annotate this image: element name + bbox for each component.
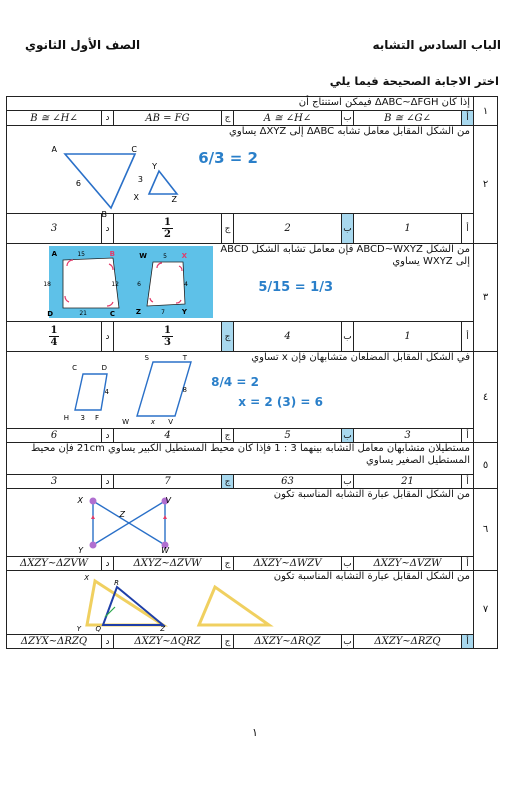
question-1-stem-row <box>7 97 498 111</box>
option-b[interactable]: 5 <box>234 429 342 443</box>
question-5-options-row <box>7 475 498 489</box>
svg-text:6: 6 <box>137 281 141 288</box>
option-d-letter[interactable]: د <box>102 635 114 649</box>
option-c-letter[interactable]: ج <box>222 475 234 489</box>
option-a-letter[interactable]: أ <box>462 475 474 489</box>
option-c-letter[interactable]: ج <box>222 635 234 649</box>
option-a[interactable]: 21 <box>354 475 462 489</box>
option-d[interactable]: ΔZYX~ΔRZQ <box>7 635 102 649</box>
option-c-letter[interactable]: ج <box>222 557 234 571</box>
option-c[interactable]: $\frac{1}{3}$ <box>114 322 222 352</box>
question-stem: إذا كان ΔABC~ΔFGH فيمكن استنتاج أن <box>7 97 474 111</box>
question-5-stem-row <box>7 443 498 475</box>
option-d-letter[interactable]: د <box>102 111 114 126</box>
option-d-letter[interactable]: د <box>102 429 114 443</box>
vertex-label: A <box>51 145 57 154</box>
option-a-letter[interactable]: أ <box>462 214 474 244</box>
question-2-stem-row <box>7 126 498 214</box>
svg-text:5: 5 <box>163 253 167 260</box>
question-4-stem-row <box>7 352 498 429</box>
svg-text:D: D <box>47 310 53 318</box>
question-6-options-row <box>7 557 498 571</box>
svg-text:D: D <box>101 364 107 372</box>
option-d-letter[interactable]: د <box>102 322 114 352</box>
option-c-letter[interactable]: ج <box>222 429 234 443</box>
option-a-letter[interactable]: أ <box>462 429 474 443</box>
questions-table <box>6 96 498 649</box>
vertex-label: C <box>131 145 137 154</box>
parallelograms-figure <box>63 354 217 426</box>
svg-text:C: C <box>72 364 77 372</box>
svg-text:8: 8 <box>182 386 187 394</box>
grade-title: الصف الأول الثانوي <box>25 38 141 52</box>
svg-text:C: C <box>109 310 115 318</box>
option-d[interactable]: $\frac{1}{4}$ <box>7 322 102 352</box>
option-c-letter[interactable]: ج <box>222 111 234 126</box>
svg-text:H: H <box>63 414 69 422</box>
svg-text:R: R <box>114 579 119 587</box>
question-number: ١ <box>474 97 498 126</box>
triangles-figure <box>76 573 281 633</box>
svg-text:4: 4 <box>184 281 188 288</box>
question-6-stem-row <box>7 489 498 557</box>
option-b[interactable]: ΔXZY~ΔWZV <box>234 557 342 571</box>
svg-text:T: T <box>182 354 187 362</box>
handwritten-answer: x = 2 (3) = 6 <box>238 395 323 409</box>
svg-text:V: V <box>165 496 171 505</box>
side-label: 6 <box>75 179 81 188</box>
option-d[interactable]: ΔXZY~ΔZVW <box>7 557 102 571</box>
option-b[interactable]: 4 <box>234 322 342 352</box>
question-1-options-row <box>7 111 498 126</box>
option-c-letter[interactable]: ج <box>222 214 234 244</box>
svg-text:4: 4 <box>104 388 109 396</box>
option-b-letter[interactable]: ب <box>343 558 352 569</box>
svg-text:W: W <box>122 418 129 426</box>
quadrilaterals-photo <box>43 246 213 318</box>
option-a[interactable]: 1 <box>354 322 462 352</box>
svg-text:Q: Q <box>95 625 101 633</box>
svg-text:X: X <box>181 252 187 260</box>
option-c[interactable]: ΔXYZ~ΔZVW <box>114 557 222 571</box>
question-number: ٧ <box>474 571 498 649</box>
svg-text:F: F <box>94 414 99 422</box>
option-b[interactable]: ΔXZY~ΔRQZ <box>234 635 342 649</box>
option-c[interactable]: 4 <box>114 429 222 443</box>
option-b-letter[interactable]: ب <box>342 111 354 126</box>
svg-text:X: X <box>77 496 83 505</box>
chapter-title: الباب السادس التشابه <box>372 38 501 52</box>
option-b-letter[interactable]: ب <box>343 430 352 441</box>
option-c[interactable]: 7 <box>114 475 222 489</box>
svg-text:Z: Z <box>135 308 141 316</box>
option-b-letter[interactable]: ب <box>342 214 354 244</box>
option-a[interactable]: ∠B ≅ ∠G <box>354 111 462 126</box>
svg-text:3: 3 <box>80 414 85 422</box>
option-d[interactable]: 3 <box>7 475 102 489</box>
vertex-label: Y <box>152 162 157 171</box>
handwritten-answer: 8/4 = 2 <box>211 375 259 389</box>
option-d[interactable]: 3 <box>7 214 102 244</box>
svg-text:Y: Y <box>181 308 187 316</box>
question-stem: مستطيلان متشابهان معامل التشابه بينهما 3 : 1 فإذا كان محيط المستطيل الكبير يساوي 21cm فإن محيط المستطيل الصغير يساوي <box>7 443 474 475</box>
question-number: ٣ <box>474 244 498 352</box>
svg-text:7: 7 <box>161 309 165 316</box>
question-stem: من الشكل المقابل عبارة التشابه المناسبة تكون <box>273 571 470 582</box>
question-stem: في الشكل المقابل المضلعان متشابهان فإن x تساوي <box>251 352 470 363</box>
option-b[interactable]: ∠A ≅ ∠H <box>234 111 342 126</box>
option-d-letter[interactable]: د <box>102 475 114 489</box>
option-a-letter[interactable]: أ <box>462 635 474 649</box>
option-b[interactable]: 2 <box>234 214 342 244</box>
question-number: ٢ <box>474 126 498 244</box>
option-b-letter[interactable]: ب <box>342 322 354 352</box>
bowtie-figure <box>77 493 179 555</box>
option-c[interactable]: ΔXZY~ΔQRZ <box>114 635 222 649</box>
question-stem: من الشكل المقابل معامل تشابه ΔABC إلى ΔXYZ يساوي <box>229 126 470 137</box>
svg-text:x: x <box>150 418 155 426</box>
option-d-letter[interactable]: د <box>102 214 114 244</box>
svg-text:Y: Y <box>78 546 83 555</box>
question-number: ٤ <box>474 352 498 443</box>
option-b[interactable]: 63 <box>234 475 342 489</box>
handwritten-answer: 5/15 = 1/3 <box>258 280 333 295</box>
question-stem: من الشكل المقابل عبارة التشابه المناسبة تكون <box>273 489 470 500</box>
option-c-letter[interactable]: ج <box>222 322 234 352</box>
svg-text:Z: Z <box>160 625 165 633</box>
question-stem: من الشكل ABCD~WXYZ فإن معامل تشابه الشكل ABCD إلى WXYZ يساوي <box>220 244 470 267</box>
option-c[interactable]: AB = FG <box>114 111 222 126</box>
svg-text:V: V <box>168 418 173 426</box>
svg-text:15: 15 <box>77 251 85 258</box>
option-d-letter[interactable]: د <box>102 557 114 571</box>
vertex-label: X <box>133 193 139 202</box>
svg-text:W: W <box>161 546 169 555</box>
svg-text:S: S <box>144 354 149 362</box>
svg-text:B: B <box>109 250 115 258</box>
triangles-figure <box>51 138 181 219</box>
option-a[interactable]: 3 <box>354 429 462 443</box>
vertex-label: Z <box>171 195 177 204</box>
svg-text:A: A <box>51 250 57 258</box>
instruction: اختر الاجابة الصحيحة فيما يلي <box>329 74 499 88</box>
side-label: 3 <box>137 175 143 184</box>
option-a-letter[interactable]: أ <box>462 111 474 126</box>
svg-text:21: 21 <box>79 310 87 317</box>
question-3-stem-row <box>7 244 498 322</box>
option-b-letter[interactable]: ب <box>343 636 352 647</box>
option-b-letter[interactable]: ب <box>343 476 352 487</box>
option-d[interactable]: 6 <box>7 429 102 443</box>
question-7-options-row <box>7 635 498 649</box>
vertex-label: B <box>101 210 107 219</box>
question-4-options-row <box>7 429 498 443</box>
svg-text:12: 12 <box>111 281 119 288</box>
svg-text:Z: Z <box>119 510 125 519</box>
svg-text:Y: Y <box>76 625 81 633</box>
question-7-stem-row <box>7 571 498 635</box>
question-number: ٥ <box>474 443 498 489</box>
svg-text:18: 18 <box>43 281 51 288</box>
question-3-options-row <box>7 322 498 352</box>
option-a[interactable]: ΔXZY~ΔRZQ <box>354 635 462 649</box>
question-number: ٦ <box>474 489 498 571</box>
option-a[interactable]: 1 <box>354 214 462 244</box>
question-2-options-row <box>7 214 498 244</box>
option-a-letter[interactable]: أ <box>462 322 474 352</box>
page-number: ١ <box>252 726 258 739</box>
handwritten-answer: 6/3 = 2 <box>198 149 258 167</box>
option-c[interactable]: $\frac{1}{2}$ <box>114 214 222 244</box>
option-a[interactable]: ΔXZY~ΔVZW <box>354 557 462 571</box>
svg-text:X: X <box>84 574 89 582</box>
svg-text:W: W <box>139 252 147 260</box>
option-a-letter[interactable]: أ <box>462 557 474 571</box>
option-d[interactable]: ∠B ≅ ∠H <box>7 111 102 126</box>
